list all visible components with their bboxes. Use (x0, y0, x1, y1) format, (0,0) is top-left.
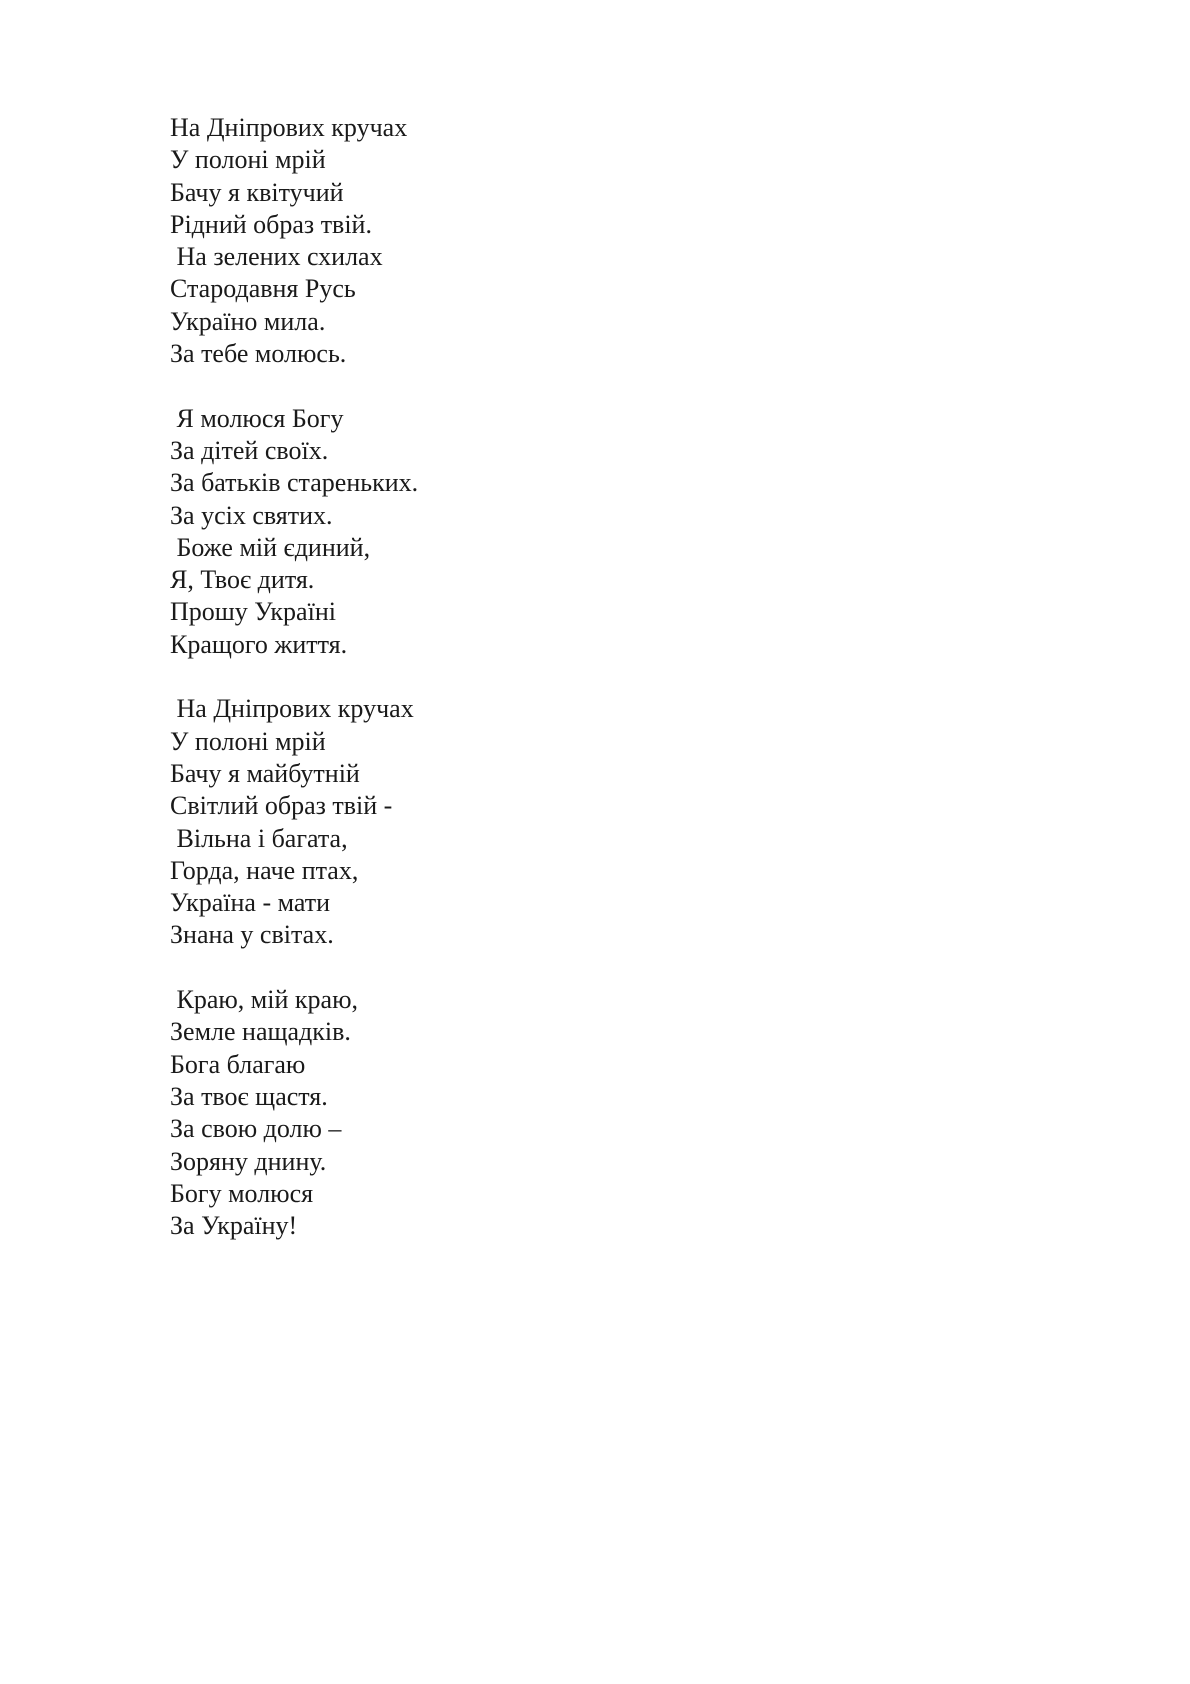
poem-line: За дітей своїх. (170, 435, 329, 465)
poem-line: За твоє щастя. (170, 1081, 328, 1111)
poem-line: Краю, мій краю, (170, 985, 358, 1015)
stanza-gap (170, 661, 870, 693)
poem-line: За батьків стареньких. (170, 468, 419, 498)
poem-line: Стародавня Русь (170, 274, 356, 304)
poem-line: Я молюся Богу (170, 403, 344, 433)
poem-line: Світлий образ твій - (170, 791, 393, 821)
poem (170, 112, 870, 1242)
stanza-gap (170, 952, 870, 984)
poem-line: За свою долю – (170, 1114, 342, 1144)
stanza-1 (170, 112, 870, 370)
poem-line: Я, Твоє дитя. (170, 565, 315, 595)
poem-line: Бачу я майбутній (170, 758, 360, 788)
poem-line: Рідний образ твій. (170, 209, 372, 239)
poem-line: Знана у світах. (170, 920, 334, 950)
poem-line: На зелених схилах (170, 242, 383, 272)
poem-line: Вільна і багата, (170, 823, 348, 853)
poem-line: Горда, наче птах, (170, 855, 359, 885)
poem-line: Україна - мати (170, 888, 331, 918)
poem-line: На Дніпрових кручах (170, 113, 408, 142)
stanza-4 (170, 984, 870, 1242)
poem-line: Боже мій єдиний, (170, 532, 371, 562)
poem-line: За Україну! (170, 1211, 298, 1241)
poem-line: Бачу я квітучий (170, 177, 344, 207)
poem-line: Кращого життя. (170, 629, 348, 659)
poem-line: За усіх святих. (170, 500, 333, 530)
stanza-3 (170, 693, 870, 951)
poem-line: Богу молюся (170, 1178, 314, 1208)
stanza-gap (170, 370, 870, 402)
poem-line: Бога благаю (170, 1049, 306, 1079)
poem-line: За тебе молюсь. (170, 339, 347, 369)
stanza-2 (170, 403, 870, 661)
poem-line: Зоряну днину. (170, 1146, 327, 1176)
poem-line: Україно мила. (170, 306, 326, 336)
poem-line: У полоні мрій (170, 145, 326, 175)
poem-line: У полоні мрій (170, 726, 326, 756)
poem-line: Прошу Україні (170, 597, 336, 627)
poem-line: Земле нащадків. (170, 1017, 351, 1047)
poem-line: На Дніпрових кручах (170, 694, 414, 724)
